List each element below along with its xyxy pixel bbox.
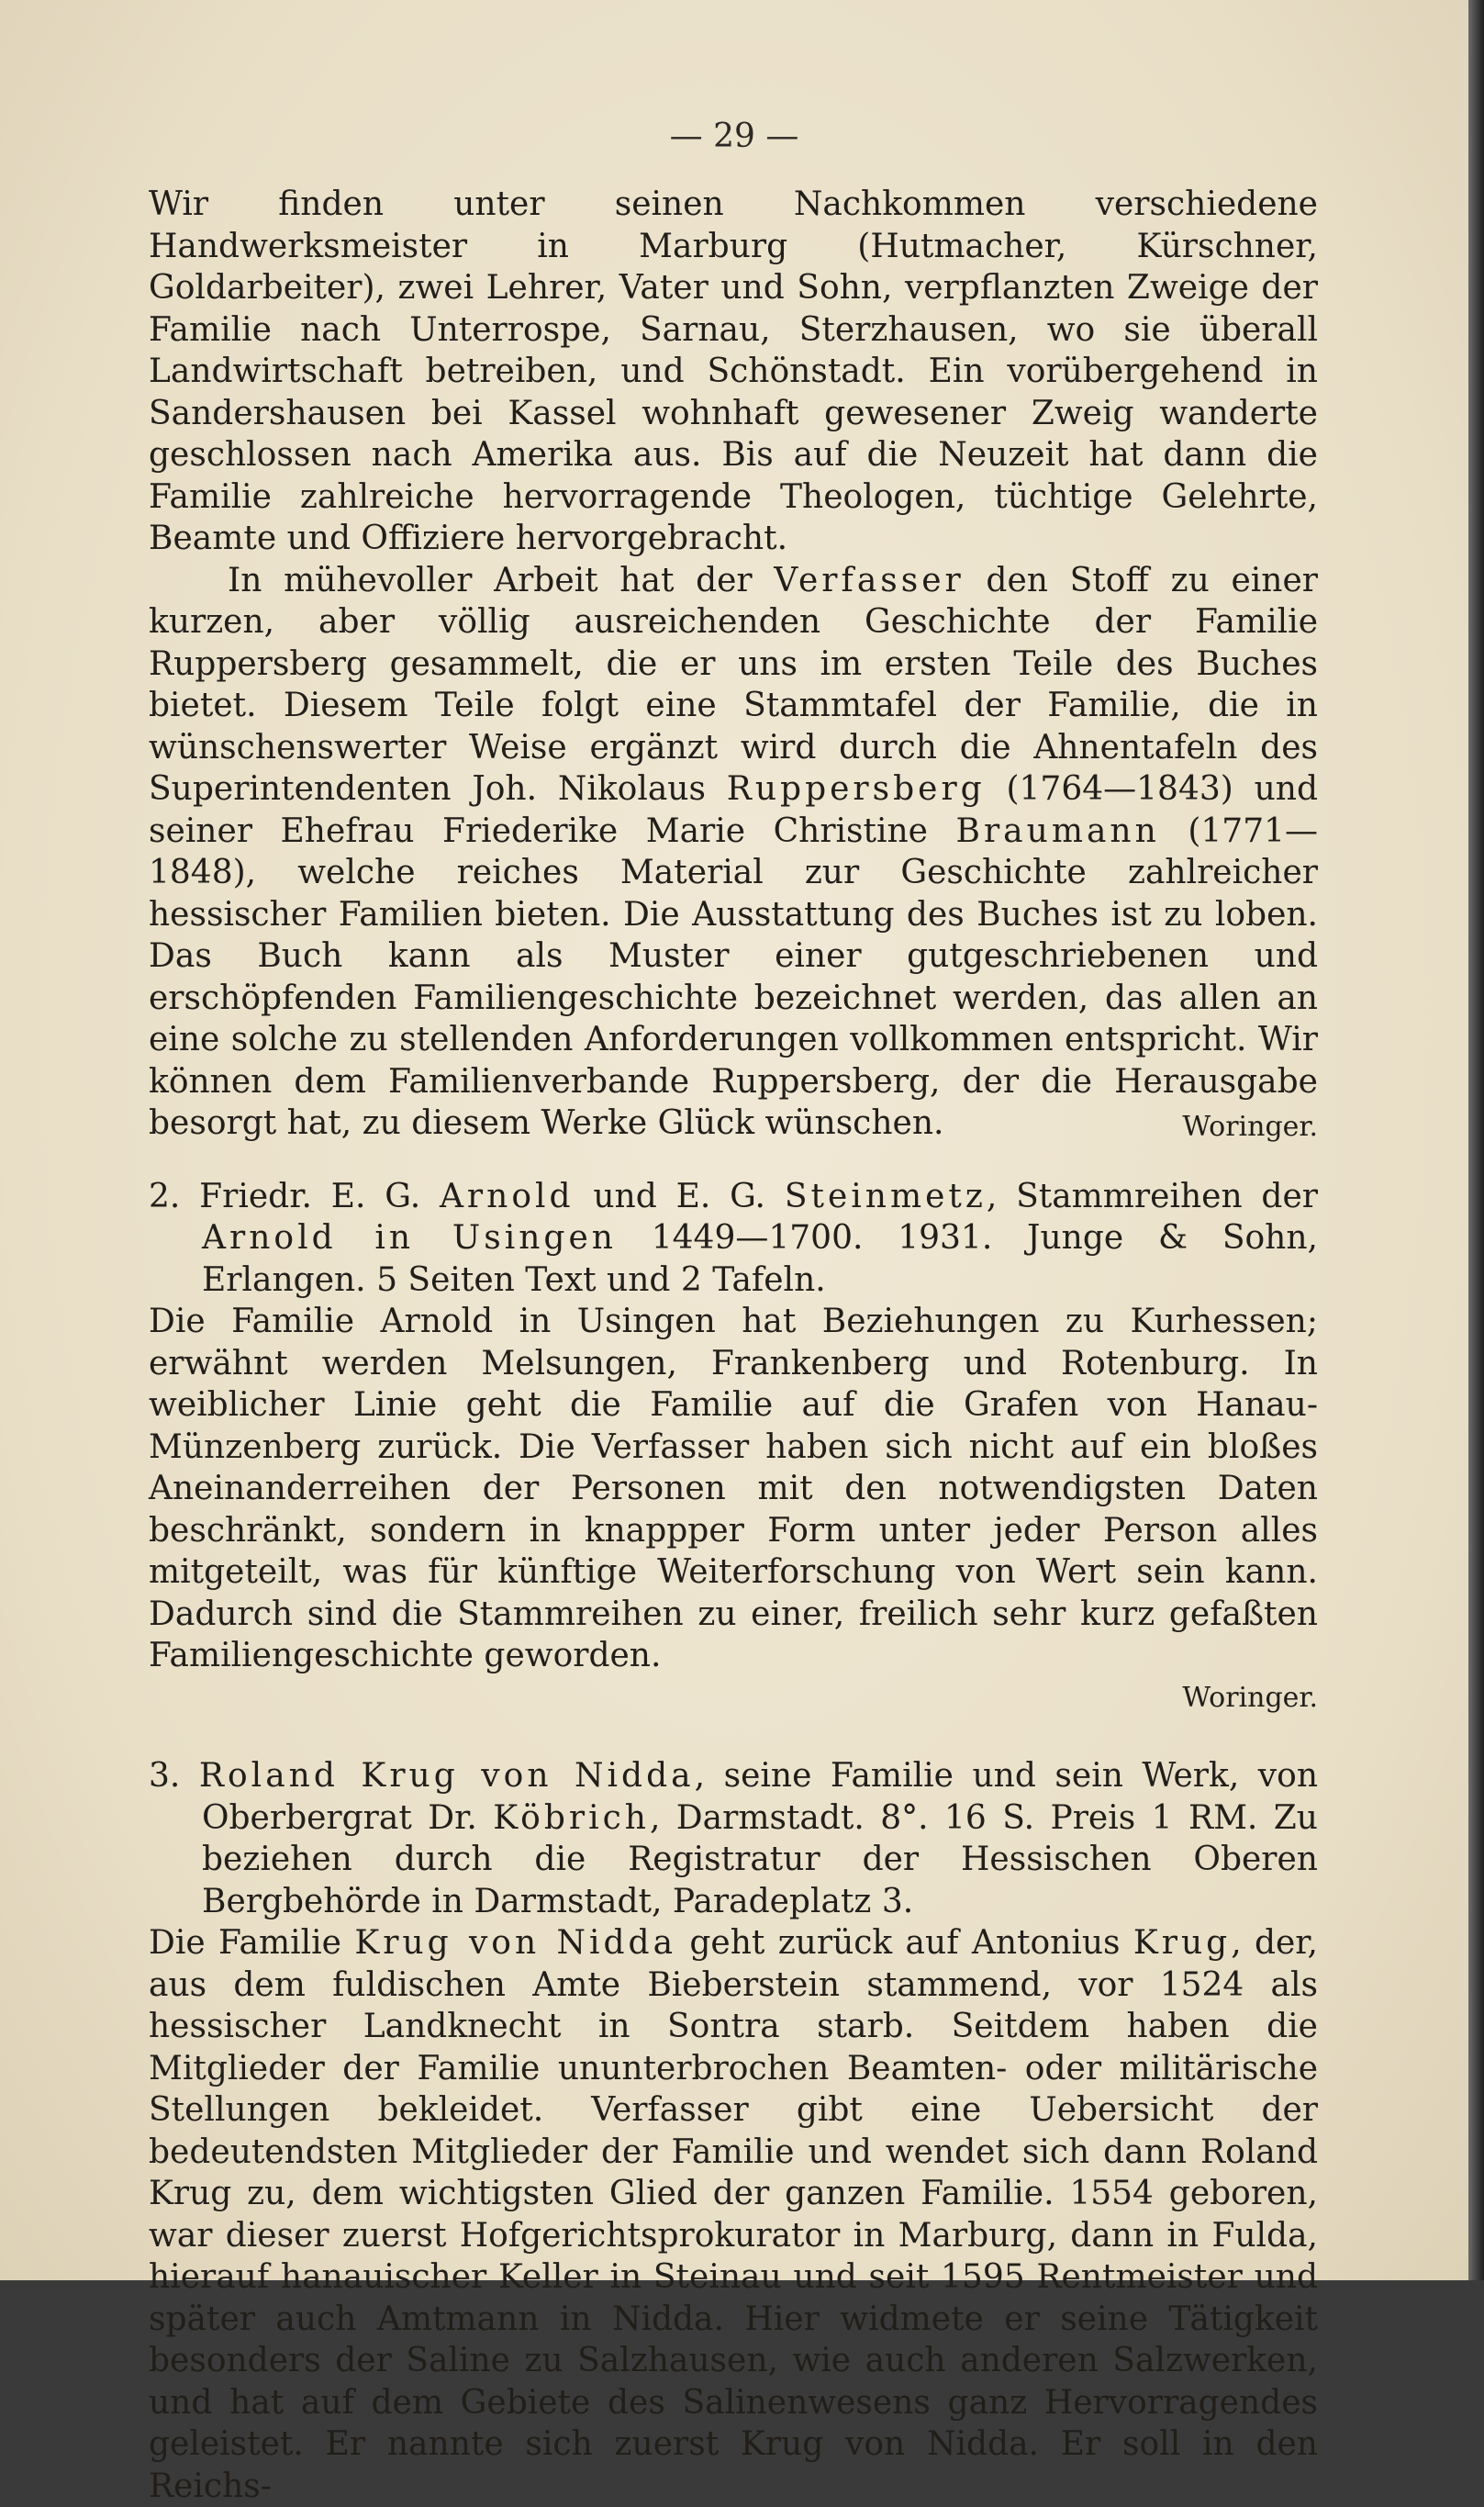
review-signature: Woringer.: [1182, 1111, 1318, 1143]
person-name: Ruppersberg: [726, 770, 986, 808]
person-name: Krug von Nidda: [354, 1924, 677, 1962]
entry-2-body: Die Familie Arnold in Usingen hat Beziehungen zu Kurhessen; erwähnt werden Melsungen, Frankenberg und Rotenburg. In weiblicher Linie geht die Familie auf die Grafen von Hanau-Münzenberg zurück. Die Verfasser haben sich nicht auf ein bloßes Aneinanderreihen der Personen mit den notwendigsten Daten beschränkt, sondern in knappper Form unter jeder Person alles mitgeteilt, was für künftige Weiterforschung von Wert sein kann. Dadurch sind die Stammreihen zu einer, freilich sehr kurz gefaßten Familiengeschichte geworden.: [149, 1303, 1318, 1674]
entry-2-heading: 2. Friedr. E. G. Arnold und E. G. Steinmetz, Stammreihen der Arnold in Usingen 1449—1700. 1931. Junge & Sohn, Erlangen. 5 Seiten Text und 2 Tafeln.: [149, 1177, 1318, 1299]
entry-title: Arnold in Usingen: [202, 1219, 617, 1257]
page-number: — 29 —: [669, 118, 799, 155]
entry-3-body: Die Familie Krug von Nidda geht zurück auf Antonius Krug, der, aus dem fuldischen Amte Bieberstein stammend, vor 1524 als hessischer Landknecht in Sontra starb. Seitdem haben die Mitglieder der Familie ununterbrochen Beamten- oder militärische Stellungen bekleidet. Verfasser gibt eine Uebersicht der bedeutendsten Mitglieder der Familie und wendet sich dann Roland Krug zu, dem wichtigsten Glied der ganzen Familie. 1554 geboren, war dieser zuerst Hofgerichtsprokurator in Marburg, dann in Fulda, hierauf hanauischer Keller in Steinau und seit 1595 Rentmeister und später auch Amtmann in Nidda. Hier widmete er seine Tätigkeit besonders der Saline zu Salzhausen, wie auch anderen Salzwerken, und hat auf dem Gebiete des Salinenwesens ganz Hervorragendes geleistet. Er nannte sich zuerst Krug von Nidda. Er soll in den Reichs-: [149, 1924, 1318, 2505]
review-paragraph-1: [149, 184, 1318, 560]
entry-number: 3.: [149, 1757, 181, 1795]
review-paragraph-2: In mühevoller Arbeit hat der Verfasser den Stoff zu einer kurzen, aber völlig ausreichenden Geschichte der Familie Ruppersberg gesammelt, die er uns im ersten Teile des Buches bietet. Diesem Teile folgt eine Stammtafel der Familie, die in wünschenswerter Weise ergänzt wird durch die Ahnentafeln des Superintendenten Joh. Nikolaus Ruppersberg (1764—1843) und seiner Ehefrau Friederike Marie Christine Braumann (1771—1848), welche reiches Material zur Geschichte zahlreicher hessischer Familien bieten. Die Ausstattung des Buches ist zu loben. Das Buch kann als Muster einer gutgeschriebenen und erschöpfenden Familiengeschichte bezeichnet werden, das allen an eine solche zu stellenden Anforderungen vollkommen entspricht. Wir können dem Familienverbande Ruppersberg, der die Herausgabe besorgt hat, zu diesem Werke Glück wünschen. Woringer.: [149, 560, 1318, 1148]
page-text: [149, 184, 1318, 2507]
author-name: Köbrich: [493, 1798, 650, 1837]
author-reference: Verfasser: [774, 561, 965, 599]
person-name: Krug: [1133, 1924, 1232, 1962]
person-name: Braumann: [955, 811, 1160, 850]
author-name: Steinmetz: [784, 1177, 987, 1215]
entry-3-heading: 3. Roland Krug von Nidda, seine Familie und sein Werk, von Oberbergrat Dr. Köbrich, Darmstadt. 8°. 16 S. Preis 1 RM. Zu beziehen durch die Registratur der Hessischen Oberen Bergbehörde in Darmstadt, Paradeplatz 3.: [149, 1757, 1319, 1920]
book-spine-shadow: [1468, 0, 1484, 2280]
author-name: Arnold: [439, 1177, 575, 1215]
entry-number: 2.: [149, 1177, 181, 1215]
review-paragraph-1-text: Wir finden unter seinen Nachkommen verschiedene Handwerksmeister in Marburg (Hutmacher, Kürschner, Goldarbeiter), zwei Lehrer, Vater und Sohn, verpflanzten Zweige der Familie nach Unterrospe, Sarnau, Sterzhausen, wo sie überall Landwirtschaft betreiben, und Schönstadt. Ein vorübergehend in Sandershausen bei Kassel wohnhaft gewesener Zweig wanderte geschlossen nach Amerika aus. Bis auf die Neuzeit hat dann die Familie zahlreiche hervorragende Theologen, tüchtige Gelehrte, Beamte und Offiziere hervorgebracht.: [149, 185, 1318, 557]
entry-2-signature: Woringer.: [1182, 1681, 1318, 1714]
entry-title: Roland Krug von Nidda: [198, 1757, 695, 1795]
